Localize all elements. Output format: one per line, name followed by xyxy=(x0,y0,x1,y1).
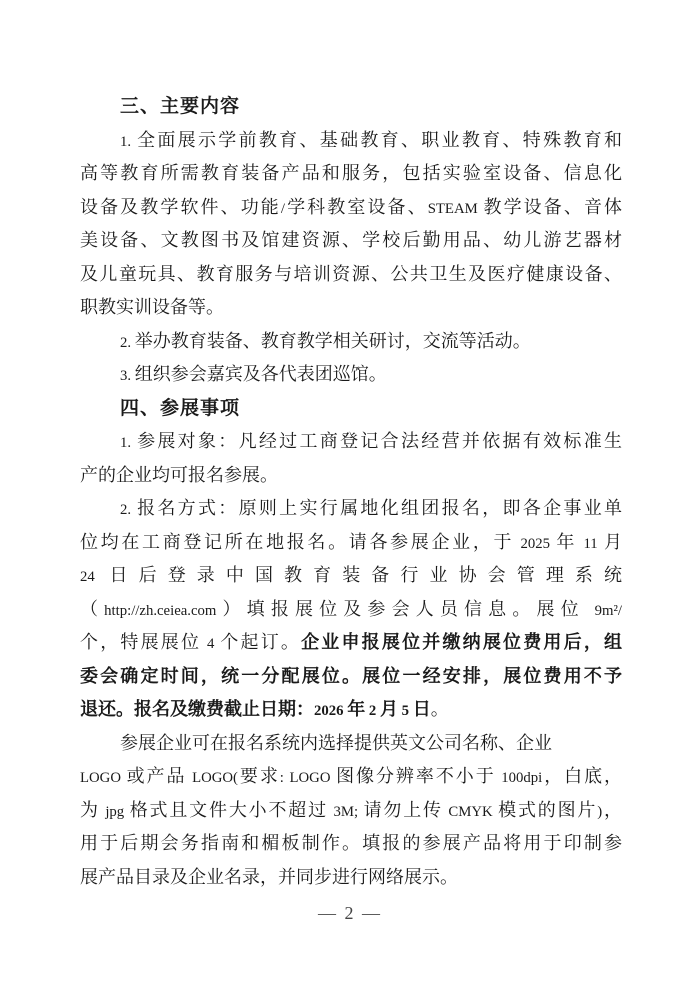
text-run: 100dpi xyxy=(495,770,543,786)
text-run: 请勿上传 xyxy=(363,799,443,820)
text-line xyxy=(80,626,622,660)
text-run: 年 xyxy=(347,699,366,719)
text-run: 3M; xyxy=(327,803,364,820)
text-run: 。 xyxy=(430,699,449,719)
text-run: 组织参会嘉宾及各代表团巡馆。 xyxy=(134,364,387,384)
text-line xyxy=(80,191,622,225)
text-run: 2. xyxy=(120,334,135,351)
text-line xyxy=(80,760,622,794)
text-run: 报名方式：原则上实行属地化组团报名，即各企事业单 xyxy=(137,498,623,518)
text-line xyxy=(80,358,622,392)
text-run: 用于后期会务指南和楣板制作。填报的参展产品将用于印制参 xyxy=(80,833,622,853)
text-run: 设备及教学软件、功能 xyxy=(80,196,281,217)
text-run: http://zh.ceiea.com xyxy=(104,602,217,619)
text-line xyxy=(80,459,622,493)
text-line xyxy=(80,526,622,560)
text-run: 委会确定时间，统一分配展位。展位一经安排，展位费用不予 xyxy=(80,665,622,686)
text-run: 2025 xyxy=(514,535,557,552)
text-run: 2. xyxy=(120,502,138,518)
text-run: 举办教育装备、教育教学相关研讨，交流等活动。 xyxy=(134,330,531,351)
text-run: LOGO xyxy=(80,770,127,786)
text-run: LOGO( xyxy=(186,770,238,786)
text-run: 个，特展展位 xyxy=(80,632,202,652)
text-run: 为 xyxy=(80,799,100,820)
text-run: 位均在工商登记所在地报名。请各参展企业，于 xyxy=(80,531,515,552)
text-run: 四、参展事项 xyxy=(120,397,241,419)
text-run: 图像分辨率不小于 xyxy=(336,766,496,786)
text-run: 日 xyxy=(412,699,431,719)
text-line xyxy=(80,727,622,761)
text-line xyxy=(80,660,622,694)
text-line xyxy=(80,325,622,359)
text-run: 教学设备、音体 xyxy=(483,196,623,217)
text-run: 全面展示学前教育、基础教育、职业教育、特殊教育和 xyxy=(137,129,623,150)
text-run: （ xyxy=(80,598,105,619)
text-run: 3. xyxy=(120,368,135,384)
text-run: 1. xyxy=(120,435,138,451)
text-run: 企业申报展位并缴纳展位费用后，组 xyxy=(301,632,623,652)
text-run: 模式的图片 xyxy=(498,799,598,820)
text-line xyxy=(80,291,622,325)
text-line xyxy=(80,593,622,627)
text-run: 参展对象：凡经过工商登记合法经营并依据有效标准生 xyxy=(137,431,623,451)
text-run: 参展企业可在报名系统内选择提供英文公司名称、企业 xyxy=(120,732,552,753)
text-run: 高等教育所需教育装备产品和服务，包括实验室设备、信息化 xyxy=(80,163,622,183)
text-run: 2026 xyxy=(314,703,348,719)
text-run: 9m²/ xyxy=(584,602,623,619)
text-line xyxy=(80,224,622,258)
text-line xyxy=(80,861,622,895)
text-run: ，白底， xyxy=(542,766,623,786)
document-lines xyxy=(80,90,622,894)
text-run: 个起订。 xyxy=(220,632,302,652)
text-run: 月 xyxy=(604,531,623,552)
text-run: 展产品目录及企业名录，并同步进行网络展示。 xyxy=(80,866,458,887)
text-run: 职教实训设备等。 xyxy=(80,297,224,317)
text-run: 月 xyxy=(379,699,398,719)
text-line xyxy=(80,794,622,828)
section-heading xyxy=(80,392,622,426)
text-line xyxy=(80,693,622,727)
text-run: 年 xyxy=(556,531,578,552)
text-run: 产的企业均可报名参展。 xyxy=(80,464,278,485)
page-footer xyxy=(0,903,700,924)
text-run: 1. xyxy=(120,133,138,150)
text-run: 及儿童玩具、教育服务与培训资源、公共卫生及医疗健康设备、 xyxy=(80,263,622,284)
text-run: ）填报展位及参会人员信息。展位 xyxy=(216,598,585,619)
text-line xyxy=(80,827,622,861)
text-run: jpg xyxy=(99,803,130,820)
text-line xyxy=(80,124,622,158)
text-run: 要求 xyxy=(237,766,280,786)
text-run: : LOGO xyxy=(279,770,337,786)
text-run: STEAM xyxy=(427,200,484,217)
text-run: 2 xyxy=(365,703,380,719)
section-heading xyxy=(80,90,622,124)
text-run: 学科教室设备、 xyxy=(285,196,428,217)
text-run: 5 xyxy=(397,703,413,719)
text-run: 4 xyxy=(201,636,221,652)
text-run: ， xyxy=(602,799,623,820)
text-run: 退还。报名及缴费截止日期： xyxy=(80,699,314,719)
text-run: ) xyxy=(597,803,603,820)
text-run: 三、主要内容 xyxy=(120,96,241,117)
text-run: 11 xyxy=(577,535,605,552)
text-line xyxy=(80,425,622,459)
text-run: CMYK xyxy=(442,803,499,820)
text-run: 日后登录中国教育装备行业协会管理系统 xyxy=(109,565,623,585)
text-run: 或产品 xyxy=(126,766,187,786)
text-run: 美设备、文教图书及馆建资源、学校后勤用品、幼儿游艺器材 xyxy=(80,230,622,250)
text-line xyxy=(80,559,622,593)
text-line xyxy=(80,492,622,526)
text-line xyxy=(80,157,622,191)
text-line xyxy=(80,258,622,292)
text-run: / xyxy=(280,200,285,217)
text-run: 格式且文件大小不超过 xyxy=(129,799,328,820)
page-number: — 2 — xyxy=(318,903,382,923)
text-run: 24 xyxy=(80,569,110,585)
